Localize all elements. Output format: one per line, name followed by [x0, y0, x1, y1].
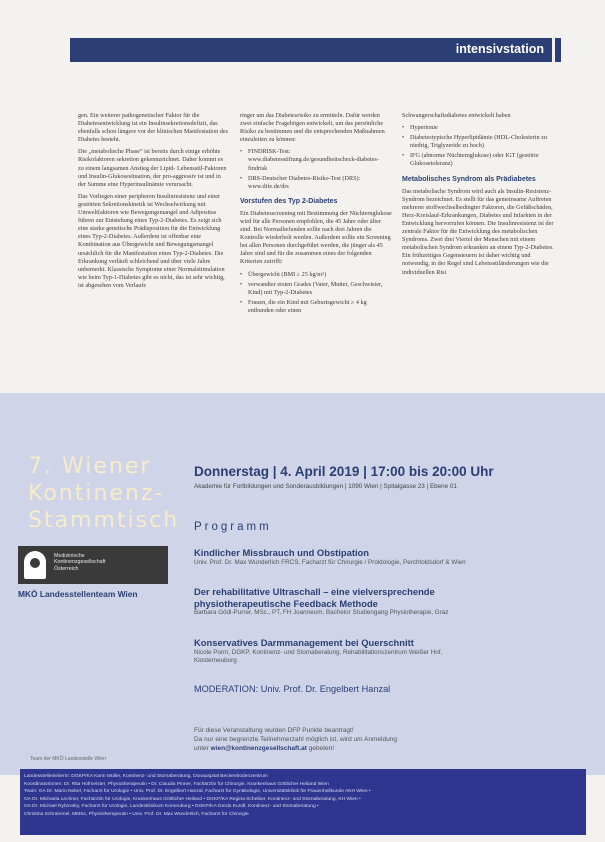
team-list [24, 773, 371, 819]
paragraph: Schwangerschaftsdiabetes entwickelt haben [402, 112, 511, 119]
list-item: • Frauen, die ein Kind mit Geburtsgewicht ≥ 4 kg entbunden oder einen [240, 299, 392, 315]
article-column-3 [402, 112, 554, 281]
paragraph: Das metabolische Syndrom wird auch als Insulin-Resistenz-Syndrom bezeichnet. Es stellt für das gemeinsame Auftreten mehrerer stoffwechselbedingter Faktoren, die Gefäßschäden, Herz-Kreislauf-Erkrankungen, Diabetes und Infarkten in der Entwicklung hervorrufen können. Die Insulinresistenz ist der zentrale Faktor für die Entwicklung des metabolischen Syndroms. Zwei drei Viertel der Menschen mit einem metabolischen Syndrom erkranken an einem Typ-2-Diabetes. Ein frühzeitiges Gegensteuern ist daher wichtig und notwendig, in der Regel sind Lebensstiländerungen wie die individuellen Risi [402, 187, 554, 276]
organization-logo [18, 546, 168, 584]
section-header-bar [70, 38, 552, 62]
list-item: • Hypertonie [402, 124, 554, 132]
team-line: Koordinatorinnen: Dr. Rita Hofmeister, Physiotherapeutin • Dr. Claudia Pinner, Fachärztin für Chirurgie, Krankenhaus Göttlicher Heiland Wien [24, 781, 329, 787]
paragraph: Das Vorliegen einer peripheren Insulinresistenz und einer gestörten Sekretionskinetik ist Wechselwirkung mit Umweltfaktoren wie Bewegungsmangel und Adipositas führen zur Entstehung eines Typ-2-Diabetes. Es zeigt sich eine starke genetische Prädisposition für die Entwicklung eines Typ-2-Diabetes. Außerdem ist offenbar eine Kombination aus Übergewicht und Bewegungsmangel ursächlich für die Manifestation eines Typ-2-Diabetes. Die Erkrankung verläuft schleichend und über viele Jahre unbemerkt. Klassische Symptome einer Normalstimulation wie beim Typ-1-Diabetes gibt es nicht, das ist sehr wichtig, ist abgesehen vom Verlaufe [78, 192, 225, 289]
event-title-line: 7. Wiener [28, 454, 152, 479]
paragraph: gen. Ein weiterer pathogenetischer Faktor für die Diabetesentwicklung ist ein Insulinsekretionsdefizit, das ebenfalls schon längere vor der klinischen Manifestation des Diabetes besteht. [78, 112, 228, 144]
talk-speaker: Klosterneuburg [194, 656, 237, 664]
event-title [28, 453, 179, 534]
programme-heading: Programm [194, 521, 272, 533]
list-item: • IFG (abnorme Nüchternglukose) oder IGT (gestörte Glukosetoleranz) [402, 152, 554, 168]
paragraph: ringer um das Diabetesrisiko zu ermitteln. Dafür werden zwei einfache Fragebögen entwickelt, um das persönliche Risiko zu bestimmen und die entsprechenden Maßnahmen einzuleiten zu können: [240, 112, 385, 144]
programme-item [194, 586, 584, 617]
talk-title: Der rehabilitative Ultraschall – eine vielversprechende [194, 586, 435, 597]
registration-note: Für diese Veranstaltung wurden DFP Punkte beantragt! Da nur eine begrenzte Teilnehmerzahl möglich ist, wird um Anmeldung unter wien@kontinenzgesellschaft.at gebeten! [194, 727, 397, 753]
team-line: Team: OA Dr. Mario Nebel, Facharzt für Urologie • Univ. Prof. Dr. Engelbert Hanzal, Facharzt für Gynäkologie, Universitätsklinik für Frauenheilkunde AKH Wien • [24, 789, 371, 795]
logo-mark-icon [24, 551, 46, 579]
event-title-line: Stammtisch [28, 508, 180, 533]
article-body [70, 112, 556, 384]
team-caption: Team der MKÖ Landesstelle Wien [30, 756, 106, 762]
article-column-1 [78, 112, 230, 294]
list-item: • Übergewicht (BMI ≥ 25 kg/m²) [240, 271, 392, 279]
team-line: Christina Schrammel, MMSc, Physiotherapeutin • Univ. Prof. Dr. Max Wunderlich, Facharzt für Chirurgie [24, 811, 249, 817]
list-item: • FINDRISK-Test: www.diabetesstiftung.de/gesundheitscheck-diabetes-findrisk [240, 148, 392, 172]
page-edge-tab [555, 38, 561, 62]
programme-item [194, 547, 584, 567]
list-item: • Diabetestypische Hyperlipidämie (HDL-Cholesterin zu niedrig, Triglyzeride zu hoch) [402, 134, 554, 150]
criteria-list [240, 271, 392, 315]
section-title: intensivstation [455, 42, 544, 56]
subheading: Metabolisches Syndrom als Prädiabetes [402, 175, 536, 183]
paragraph: Die „metabolische Phase“ ist bereits durch einige erhöhte Risikofaktoren sekretion gekennzeichnet. Daher kommt es zu einem langsamen Anstieg der Lipid- Lebensstil-Faktoren und Insulin-Glukosesituation, der pro-aggressiv ist und in der Summe eine Hyperinsulinämie verursacht. [78, 148, 227, 188]
talk-title: physiotherapeutische Feedback Methode [194, 597, 378, 609]
team-line: Landesstellenleiterin: DGKP/KA Karin Müller, Kontinenz- und Stomaberatung, Donauspital Beckenbodenzentrum [24, 774, 268, 779]
list-item: • DRS-Deutscher Diabetes-Risiko-Test (DRS): www.dife.de/drs [240, 175, 392, 191]
moderation-line: MODERATION: Univ. Prof. Dr. Engelbert Hanzal [194, 684, 391, 694]
talk-speaker: Barbara Gödl-Purrer, MSc., PT, FH Joanneum, Bachelor Studiengang Physiotherapie, Graz [194, 609, 449, 616]
event-date: Donnerstag | 4. April 2019 | 17:00 bis 20:00 Uhr [194, 464, 494, 479]
talk-speaker: Univ. Prof. Dr. Max Wunderlich FRCS, Facharzt für Chirurgie / Proktologie, Perchtoldsdorf & Wien [194, 558, 466, 566]
talk-speaker: Nicole Porm, DGKP, Kontinenz- und Stomaberatung, Rehabilitationszentrum Weißer Hof, [194, 648, 443, 656]
risk-test-list [240, 148, 392, 190]
team-label: MKÖ Landesstellenteam Wien [18, 589, 138, 599]
paragraph: Ein Diabetesscreening mit Bestimmung der Nüchternglukose wird für alle Personen empfohlen, die 45 Jahre oder älter sind. Bei Normalbefunden sollte nach drei Jahren die Kontrolle wiederholt werden. Außerdem sollte ein Screening bei allen Personen durchgeführt werden, die jünger als 45 Jahre sind und für die zusammen eines der folgenden Kriterien zutrifft: [240, 209, 392, 266]
list-item: • verwandter ersten Grades (Vater, Mutter, Geschwister, Kind) mit Typ-2-Diabetes [240, 281, 392, 297]
subheading: Vorstufen des Typ 2-Diabetes [240, 197, 338, 205]
event-advertisement [0, 393, 605, 775]
registration-email-link[interactable]: wien@kontinenzgesellschaft.at [210, 745, 307, 753]
risk-factor-list [402, 124, 554, 168]
article-column-2 [240, 112, 392, 317]
team-line: OA Dr. Michaela Lechner, Fachärztin für Urologie, Krankenhaus Göttlicher Heiland • DGKP/KA Regina Scheiber, Kontinenz- und Stomaberatung, KH Wien • [24, 796, 361, 802]
talk-title: Konservatives Darmmanagement bei Querschnitt [194, 637, 414, 648]
talk-title: Kindlicher Missbrauch und Obstipation [194, 547, 370, 558]
programme-item [194, 637, 584, 665]
event-title-line: Kontinenz- [28, 481, 165, 506]
team-line: OA Dr. Michael Rybovsky, Facharzt für Urologie, Landesklinikum Korneuburg • DGKP/KA Gerda Kundl, Kontinenz- und Stomaberatung • [24, 804, 319, 810]
event-venue: Akademie für Fortbildungen und Sonderausbildungen | 1090 Wien | Spitalgasse 23 | Ebene 01 [194, 483, 457, 490]
logo-text: Medizinische Kontinenzgesellschaft Österreich [54, 553, 106, 572]
team-footer [20, 769, 586, 835]
